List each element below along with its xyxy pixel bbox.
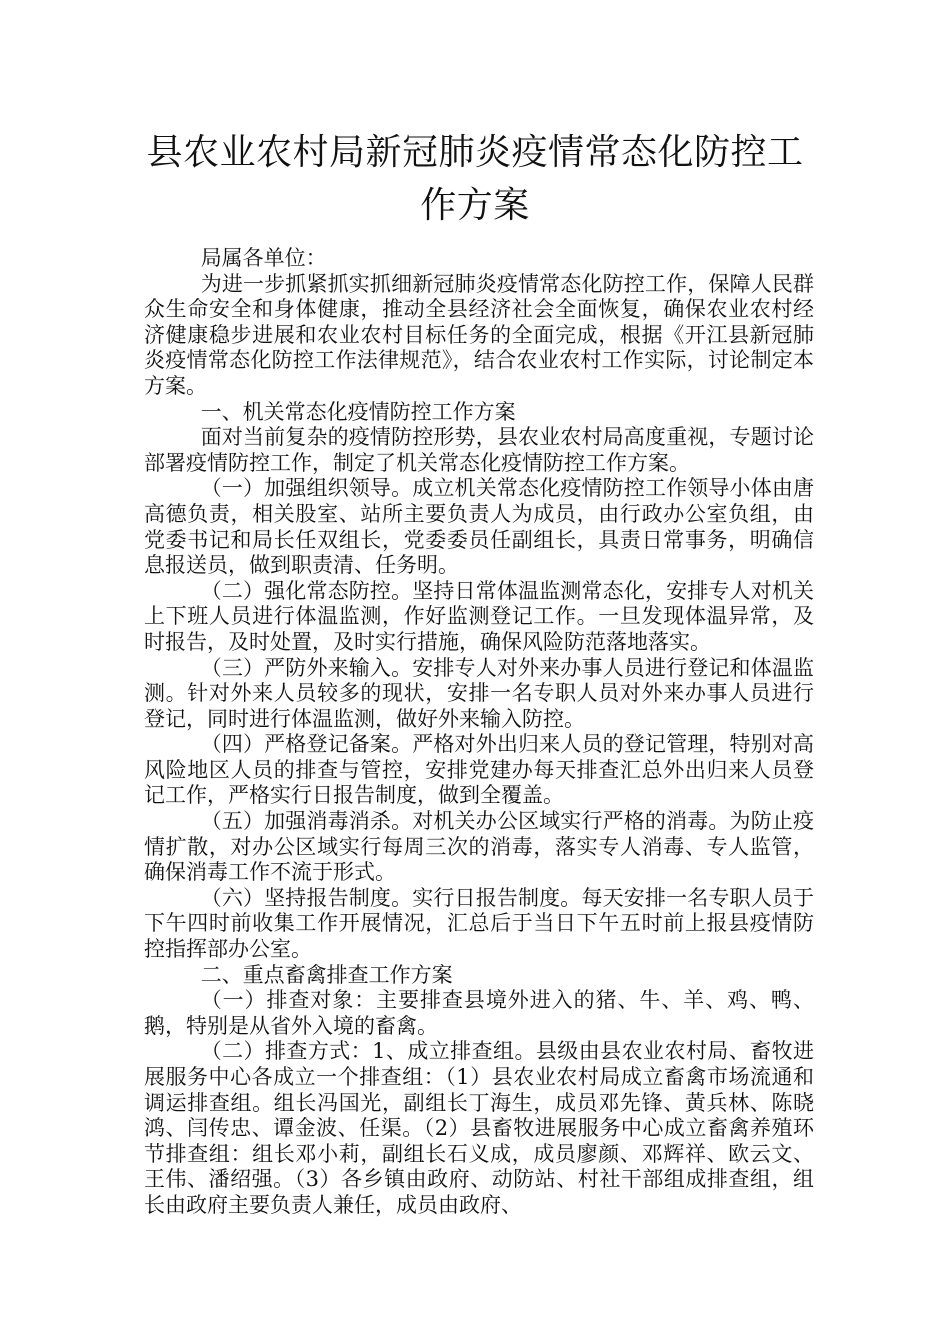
paragraph: （四）严格登记备案。严格对外出归来人员的登记管理，特别对高风险地区人员的排查与管控，安排党建办每天排查汇总外出归来人员登记工作，严格实行日报告制度，做到全覆盖。 <box>144 732 814 808</box>
intro-paragraph: 为进一步抓紧抓实抓细新冠肺炎疫情常态化防控工作，保障人民群众生命安全和身体健康，推动全县经济社会全面恢复，确保农业农村经济健康稳步进展和农业农村目标任务的全面完成，根据《开江县新冠肺炎疫情常态化防控工作法律规范》，结合农业农村工作实际，讨论制定本方案。 <box>144 271 814 398</box>
section-heading-1: 一、机关常态化疫情防控工作方案 <box>200 399 516 424</box>
document-title: 县农业农村局新冠肺炎疫情常态化防控工作方案 <box>146 132 804 226</box>
paragraph: （二）排查方式：1、成立排查组。县级由县农业农村局、畜牧进展服务中心各成立一个排查组：（1）县农业农村局成立畜禽市场流通和调运排查组。组长冯国光，副组长丁海生，成员邓先锋、黄兵林、陈晓鸿、闫传忠、谭金波、任渠。（2）县畜牧进展服务中心成立畜禽养殖环节排查组：组长邓小莉，副组长石义成，成员廖颜、邓辉祥、欧云文、王伟、潘绍强。（3）各乡镇由政府、动防站、村社干部组成排查组，组长由政府主要负责人兼任，成员由政府、 <box>144 1039 814 1217</box>
paragraph: （二）强化常态防控。坚持日常体温监测常态化，安排专人对机关上下班人员进行体温监测，作好监测登记工作。一旦发现体温异常，及时报告，及时处置，及时实行措施，确保风险防范落地落实。 <box>144 578 814 654</box>
salutation: 局属各单位： <box>200 246 327 270</box>
paragraph: （一）排查对象：主要排查县境外进入的猪、牛、羊、鸡、鸭、鹅，特别是从省外入境的畜禽。 <box>144 988 814 1038</box>
paragraph: （一）加强组织领导。成立机关常态化疫情防控工作领导小体由唐高德负责，相关股室、站所主要负责人为成员，由行政办公室负组，由党委书记和局长任双组长，党委委员任副组长，具责日常事务，明确信息报送员，做到职责清、任务明。 <box>144 476 814 578</box>
paragraph: 面对当前复杂的疫情防控形势，县农业农村局高度重视，专题讨论部署疫情防控工作，制定了机关常态化疫情防控工作方案。 <box>144 425 814 475</box>
document-body <box>144 246 814 1219</box>
section-heading-2: 二、重点畜禽排查工作方案 <box>200 962 453 987</box>
paragraph: （六）坚持报告制度。实行日报告制度。每天安排一名专职人员于下午四时前收集工作开展情况，汇总后于当日下午五时前上报县疫情防控指挥部办公室。 <box>144 885 814 962</box>
paragraph: （三）严防外来输入。安排专人对外来办事人员进行登记和体温监测。针对外来人员较多的现状，安排一名专职人员对外来办事人员进行登记，同时进行体温监测，做好外来输入防控。 <box>144 655 814 731</box>
paragraph: （五）加强消毒消杀。对机关办公区域实行严格的消毒。为防止疫情扩散，对办公区域实行每周三次的消毒，落实专人消毒、专人监管，确保消毒工作不流于形式。 <box>144 809 814 885</box>
